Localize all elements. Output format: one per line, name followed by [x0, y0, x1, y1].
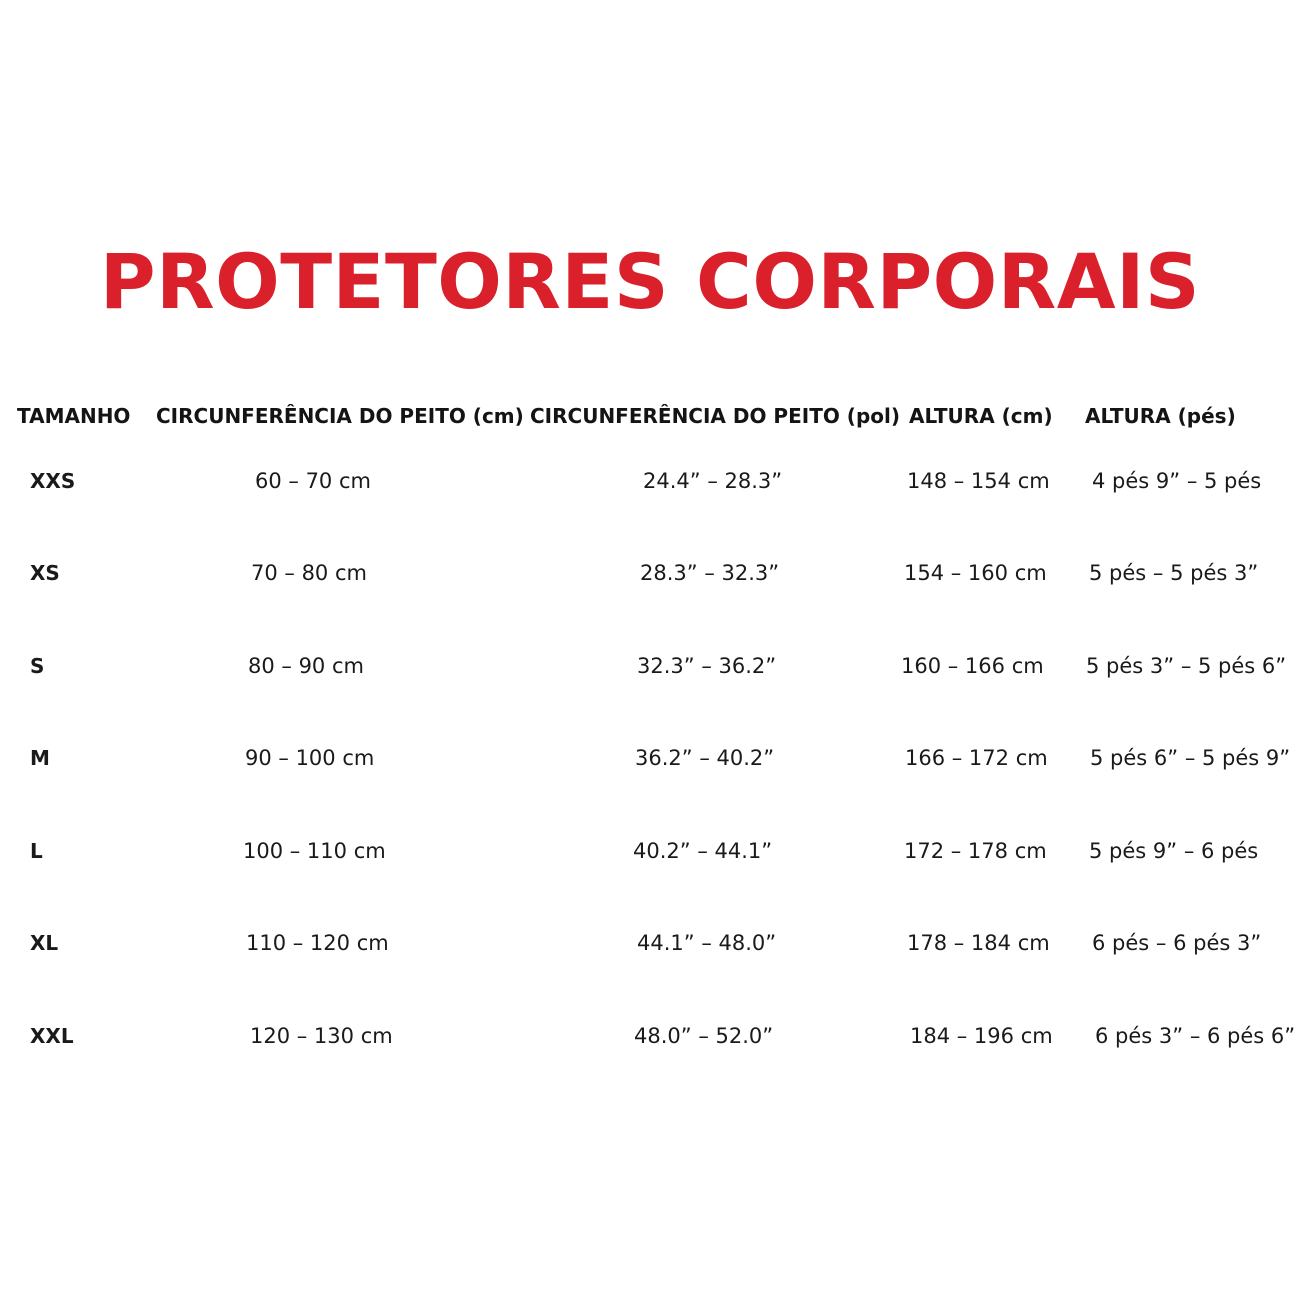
cell-chest-cm: 60 – 70 cm [255, 469, 371, 493]
header-height-cm: ALTURA (cm) [909, 404, 1053, 428]
cell-chest-in: 24.4” – 28.3” [643, 469, 783, 493]
cell-chest-in: 48.0” – 52.0” [634, 1024, 774, 1048]
cell-height-ft: 5 pés 3” – 5 pés 6” [1086, 654, 1287, 678]
cell-height-cm: 148 – 154 cm [907, 469, 1050, 493]
cell-chest-in: 40.2” – 44.1” [633, 839, 773, 863]
cell-size: S [30, 654, 45, 678]
cell-height-cm: 154 – 160 cm [904, 561, 1047, 585]
cell-height-ft: 4 pés 9” – 5 pés [1092, 469, 1262, 493]
cell-size: XXL [30, 1024, 74, 1048]
cell-size: XS [30, 561, 60, 585]
cell-height-cm: 166 – 172 cm [905, 746, 1048, 770]
cell-height-cm: 160 – 166 cm [901, 654, 1044, 678]
cell-chest-in: 32.3” – 36.2” [637, 654, 777, 678]
cell-chest-cm: 90 – 100 cm [245, 746, 375, 770]
cell-height-ft: 6 pés – 6 pés 3” [1092, 931, 1262, 955]
cell-size: M [30, 746, 50, 770]
header-chest-in: CIRCUNFERÊNCIA DO PEITO (pol) [530, 404, 900, 428]
cell-chest-cm: 100 – 110 cm [243, 839, 386, 863]
cell-height-cm: 178 – 184 cm [907, 931, 1050, 955]
cell-chest-in: 36.2” – 40.2” [635, 746, 775, 770]
cell-height-ft: 5 pés – 5 pés 3” [1089, 561, 1259, 585]
header-height-ft: ALTURA (pés) [1085, 404, 1236, 428]
cell-height-cm: 184 – 196 cm [910, 1024, 1053, 1048]
page-title: PROTETORES CORPORAIS [99, 237, 1201, 326]
cell-size: L [30, 839, 43, 863]
cell-chest-in: 28.3” – 32.3” [640, 561, 780, 585]
cell-height-cm: 172 – 178 cm [904, 839, 1047, 863]
cell-height-ft: 5 pés 6” – 5 pés 9” [1090, 746, 1291, 770]
cell-height-ft: 5 pés 9” – 6 pés [1089, 839, 1259, 863]
cell-chest-cm: 80 – 90 cm [248, 654, 364, 678]
header-chest-cm: CIRCUNFERÊNCIA DO PEITO (cm) [156, 404, 524, 428]
cell-chest-cm: 110 – 120 cm [246, 931, 389, 955]
cell-chest-cm: 120 – 130 cm [250, 1024, 393, 1048]
cell-size: XXS [30, 469, 76, 493]
cell-height-ft: 6 pés 3” – 6 pés 6” [1095, 1024, 1296, 1048]
cell-chest-in: 44.1” – 48.0” [637, 931, 777, 955]
cell-size: XL [30, 931, 59, 955]
header-size: TAMANHO [17, 404, 131, 428]
cell-chest-cm: 70 – 80 cm [251, 561, 367, 585]
